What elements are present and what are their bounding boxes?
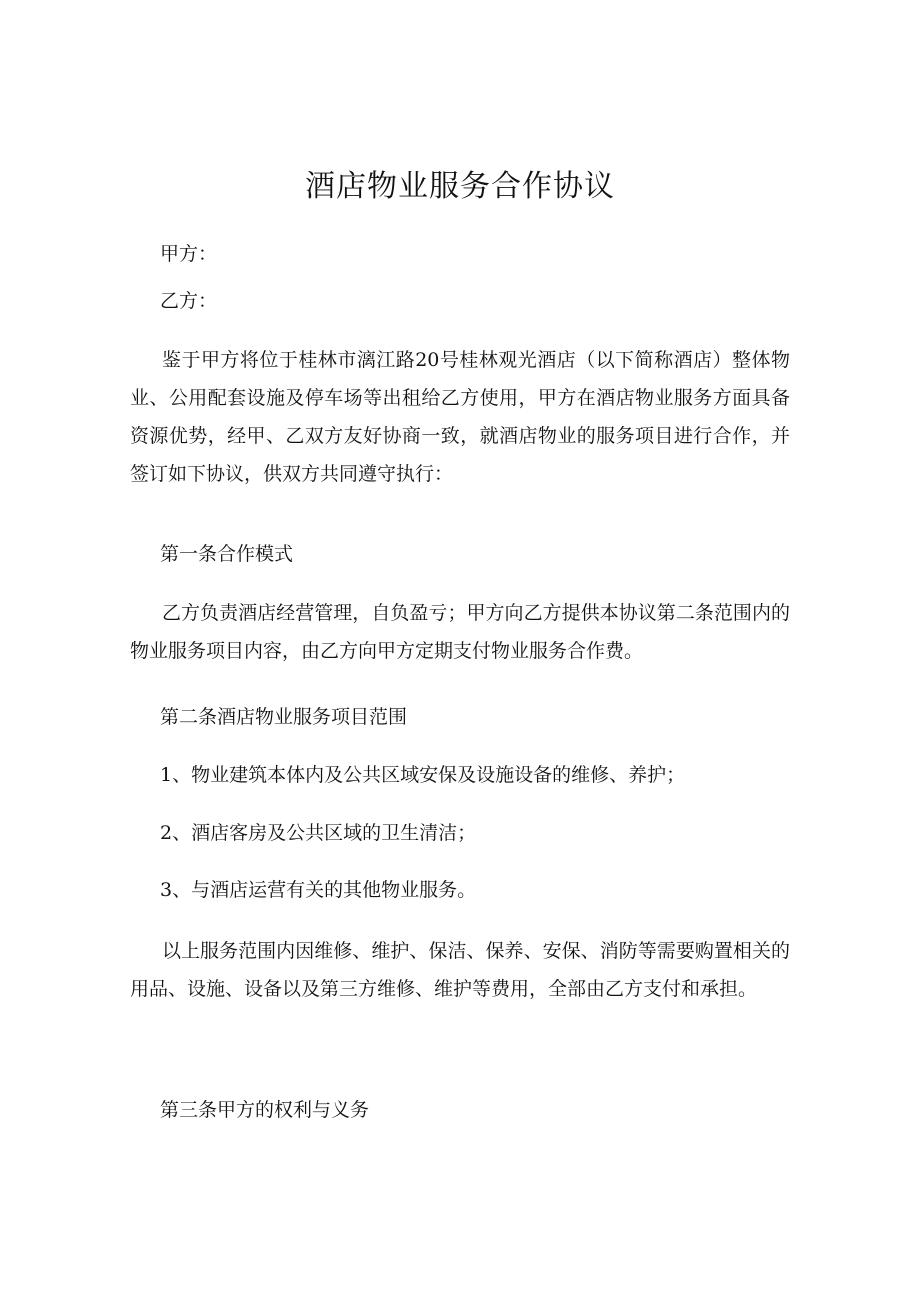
party-b-label: 乙方： bbox=[160, 290, 218, 312]
document-title: 酒店物业服务合作协议 bbox=[305, 169, 615, 204]
article2-item-3: 3、与酒店运营有关的其他物业服务。 bbox=[160, 879, 477, 901]
article2-item-1: 1、物业建筑本体内及公共区域安保及设施设备的维修、养护； bbox=[160, 764, 686, 786]
article2-item-2: 2、酒店客房及公共区域的卫生清洁； bbox=[160, 822, 477, 844]
article2-note: 以上服务范围内因维修、维护、保洁、保养、安保、消防等需要购置相关的用品、设施、设备以及第三方维修、维护等费用，全部由乙方支付和承担。 bbox=[130, 940, 790, 1000]
preamble-paragraph: 鉴于甲方将位于桂林市漓江路20号桂林观光酒店（以下简称酒店）整体物业、公用配套设施及停车场等出租给乙方使用，甲方在酒店物业服务方面具备资源优势，经甲、乙双方友好协商一致，就酒店物业的服务项目进行合作，并签订如下协议，供双方共同遵守执行： bbox=[130, 349, 790, 485]
article2-heading: 第二条酒店物业服务项目范围 bbox=[160, 706, 408, 728]
article1-heading: 第一条合作模式 bbox=[160, 543, 294, 565]
article3-heading: 第三条甲方的权利与义务 bbox=[160, 1099, 370, 1121]
article1-body: 乙方负责酒店经营管理，自负盈亏；甲方向乙方提供本协议第二条范围内的物业服务项目内容，由乙方向甲方定期支付物业服务合作费。 bbox=[130, 602, 790, 662]
party-a-label: 甲方： bbox=[160, 243, 218, 265]
